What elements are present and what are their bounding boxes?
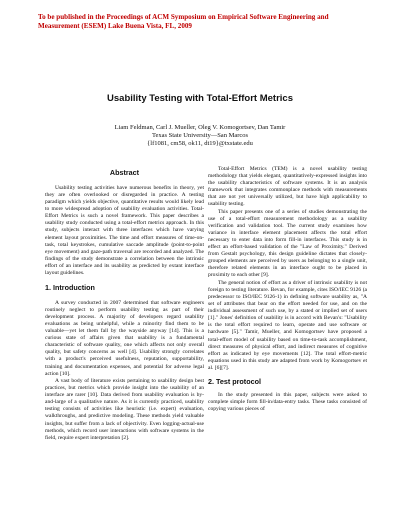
author-affiliation: Texas State University—San Marcos [151,131,249,139]
section-heading-test-protocol: 2. Test protocol [208,376,261,386]
intro-paragraph: Total-Effort Metrics (TEM) is a novel usability testing methodology that yields elegant, quantitatively-expressed insights into the usability characteristics of software systems. It is an analysis framework that integrates commonplace methods with measurements that are not yet universally utilized, but have high applicability to usability testing. [208,166,367,208]
protocol-paragraph: In the study presented in this paper, subjects were asked to complete simple form fill-in/data-entry tasks. These tasks consisted of copying various pieces of [208,391,367,412]
author-names: Liam Feldman, Carl J. Mueller, Oleg V. Komogortsev, Dan Tamir [114,124,286,131]
abstract-text: Usability testing activities have numerous benefits in theory, yet they are often overlooked or disregarded in practice. A testing paradigm which yields objective, quantitative results would likely lead to more widespread adoption of usability evaluation activities. Total-Effort Metrics is such a novel framework. This paper describes a usability study conducted using a total-effort metrics approach. In this study, subjects interact with three interfaces which have varying element layout proximities. The time and effort measures of time-on-task, total keystrokes, cumulative saccade amplitude (point-to-point eye movement) and gaze-path traversal are recorded and analyzed. The findings of the study demonstrate a correlation between the intrinsic effort of an interface and its usability as predicted by extant interface layout guidelines. [45,185,204,276]
intro-paragraph: The general notion of effort as a driver of intrinsic usability is not foreign to testing literature. Bevan, for example, cites ISO/IEC 9126 (a predecessor to ISO/IEC 9126-1) in defining software usability as, "A set of attributes that bear on the effort needed for use, and on the individual assessment of such use, by a stated or implied set of users [1]." Jones' definition of usability is in accord with Bevan's: "Usability is the total effort required to learn, operate and use software or hardware [5]." Tamir, Mueller, and Komogortsev have proposed a total-effort model of usability based on time-to-task accomplishment, direct measures of physical effort, and indirect measures of cognitive effort as indicated by eye movements [12]. The total effort-metric equations used in this study are adapted from work by Komogortsev et al. [6][7]. [208,280,367,371]
intro-paragraph: This paper presents one of a series of studies demonstrating the use of a total-effort measurement methodology as a usability verification and validation tool. The current study examines how variance in interface element placement affects the total effort necessary to enter data into form fill-in interfaces. This study is in effect an effort-based validation of the "Law of Proximity." Derived from Gestalt psychology, this design guideline dictates that closely-grouped elements are perceived by users as belonging to a single unit, therefore related elements in an interface ought to be placed in proximity to each other [9]. [208,208,367,279]
author-block [0,124,400,148]
left-column [45,166,204,442]
section-heading-introduction: 1. Introduction [45,282,95,292]
publication-banner: To be published in the Proceedings of ACM Symposium on Empirical Software Engineering and Measurement (ESEM) Lake Buena Vista, FL, 2009 [38,13,329,31]
intro-paragraph: A vast body of literature exists pertaining to usability design best practices, but metrics which provide insight into the usability of an interface are rarer [10]. Data derived from usability evaluation is by-and-large of a qualitative nature. As it is currently practiced, usability testing consists of activities like heuristic (i.e. expert) evaluation, walkthroughs, and predictive modeling. These methods yield valuable insights, but suffer from a lack of objectivity. Even logging-actual-use methods, which record user interactions with software systems in the field, require expert interpretation [2]. [45,378,204,441]
author-emails: {lf1081, cm58, ok11, dt19}@txstate.edu [147,139,253,147]
intro-paragraph: A survey conducted in 2007 determined that software engineers routinely neglect to perform usability testing as part of their development process. A majority of developers regard usability evaluations as being unhelpful, while a minority find them to be valuable—yet let them fall by the wayside anyway [14]. This is a curious state of affairs given that usability is a fundamental characteristic of software quality, one which affects not only overall quality, but safety concerns as well [4]. Usability strongly correlates with a product's perceived usefulness, reputation, supportability, training and documentation expenses, and potential for adverse legal action [10]. [45,299,204,377]
right-column [208,166,367,413]
paper-title: Usability Testing with Total-Effort Metrics [107,93,293,104]
abstract-heading: Abstract [109,168,140,177]
